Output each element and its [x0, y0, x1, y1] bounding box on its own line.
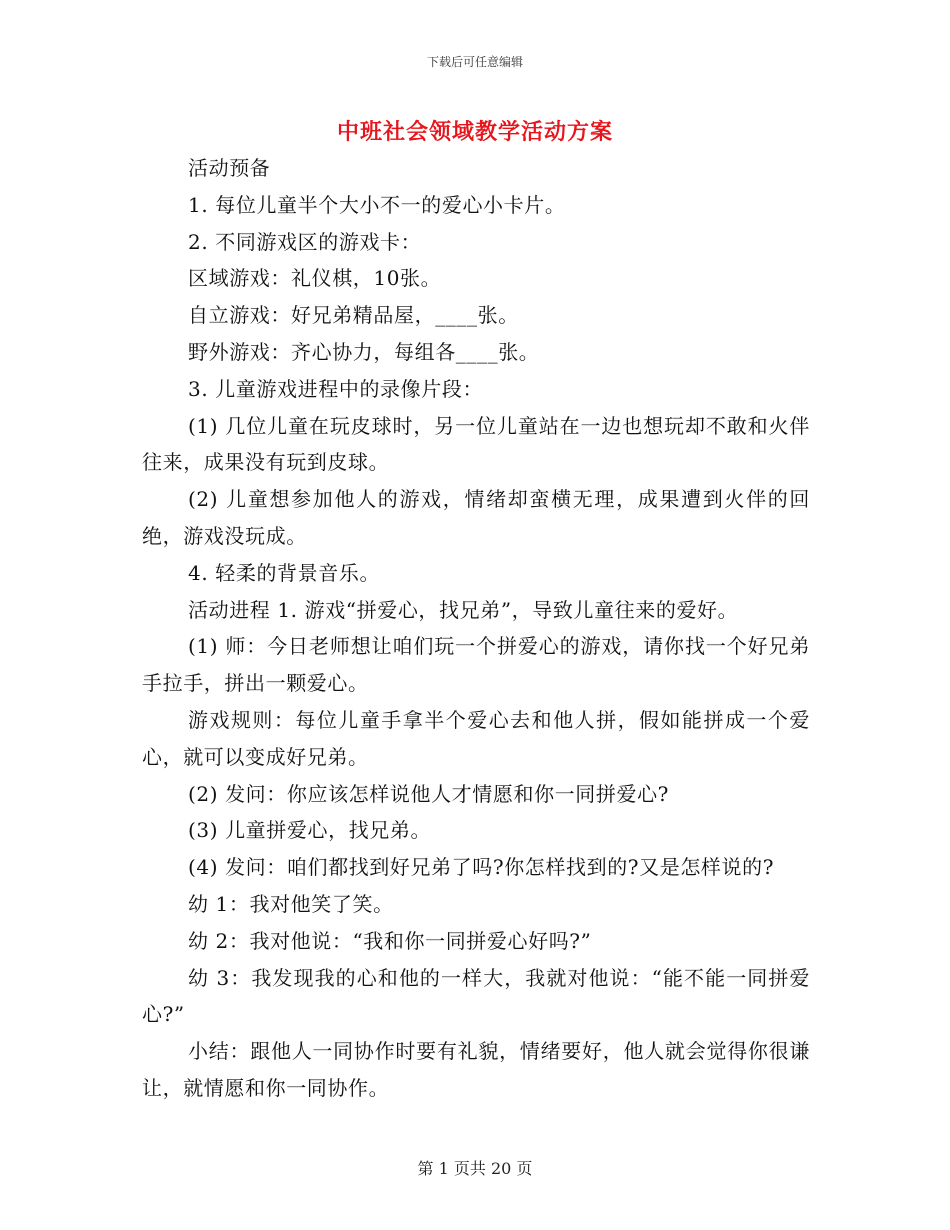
paragraph: 游戏规则：每位儿童手拿半个爱心去和他人拼，假如能拼成一个爱心，就可以变成好兄弟。: [142, 707, 810, 769]
document-title: 中班社会领域教学活动方案: [336, 119, 613, 145]
paragraph: (1) 师：今日老师想让咱们玩一个拼爱心的游戏，请你找一个好兄弟手拉手，拼出一颗爱心。: [142, 634, 810, 696]
paragraph: (2) 儿童想参加他人的游戏，情绪却蛮横无理，成果遭到火伴的回绝，游戏没玩成。: [142, 487, 810, 548]
paragraph: 小结：跟他人一同协作时要有礼貌，情绪要好，他人就会觉得你很谦让，就情愿和你一同协作。: [142, 1039, 810, 1100]
paragraph: 幼 1：我对他笑了笑。: [188, 891, 394, 916]
paragraph: (2) 发问：你应该怎样说他人才情愿和你一同拼爱心?: [188, 781, 670, 806]
paragraph: 幼 2：我对他说：“我和你一同拼爱心好吗?”: [188, 928, 592, 953]
paragraph: 2. 不同游戏区的游戏卡：: [188, 229, 422, 254]
paragraph: (3) 儿童拼爱心，找兄弟。: [188, 818, 432, 843]
paragraph: 4. 轻柔的背景音乐。: [188, 560, 381, 585]
paragraph: 活动预备: [188, 156, 271, 180]
paragraph: 1. 每位儿童半个大小不一的爱心小卡片。: [188, 192, 566, 217]
paragraph: 活动进程 1. 游戏“拼爱心，找兄弟”，导致儿童往来的爱好。: [188, 597, 739, 622]
paragraph: 区域游戏：礼仪棋，10张。: [188, 266, 442, 291]
paragraph: 3. 儿童游戏进程中的录像片段：: [188, 376, 484, 401]
paragraph: (4) 发问：咱们都找到好兄弟了吗?你怎样找到的?又是怎样说的?: [188, 855, 775, 880]
paragraph: 幼 3：我发现我的心和他的一样大，我就对他说：“能不能一同拼爱心?”: [142, 965, 810, 1027]
paragraph: (1) 几位儿童在玩皮球时，另一位儿童站在一边也想玩却不敢和火伴往来，成果没有玩到皮球。: [142, 413, 810, 475]
header-note: 下载后可任意编辑: [426, 55, 523, 69]
page-number: 第 1 页共 20 页: [417, 1159, 533, 1178]
document-body: [142, 150, 810, 1107]
paragraph: 自立游戏：好兄弟精品屋，____张。: [188, 303, 519, 328]
paragraph: 野外游戏：齐心协力，每组各____张。: [188, 339, 540, 364]
